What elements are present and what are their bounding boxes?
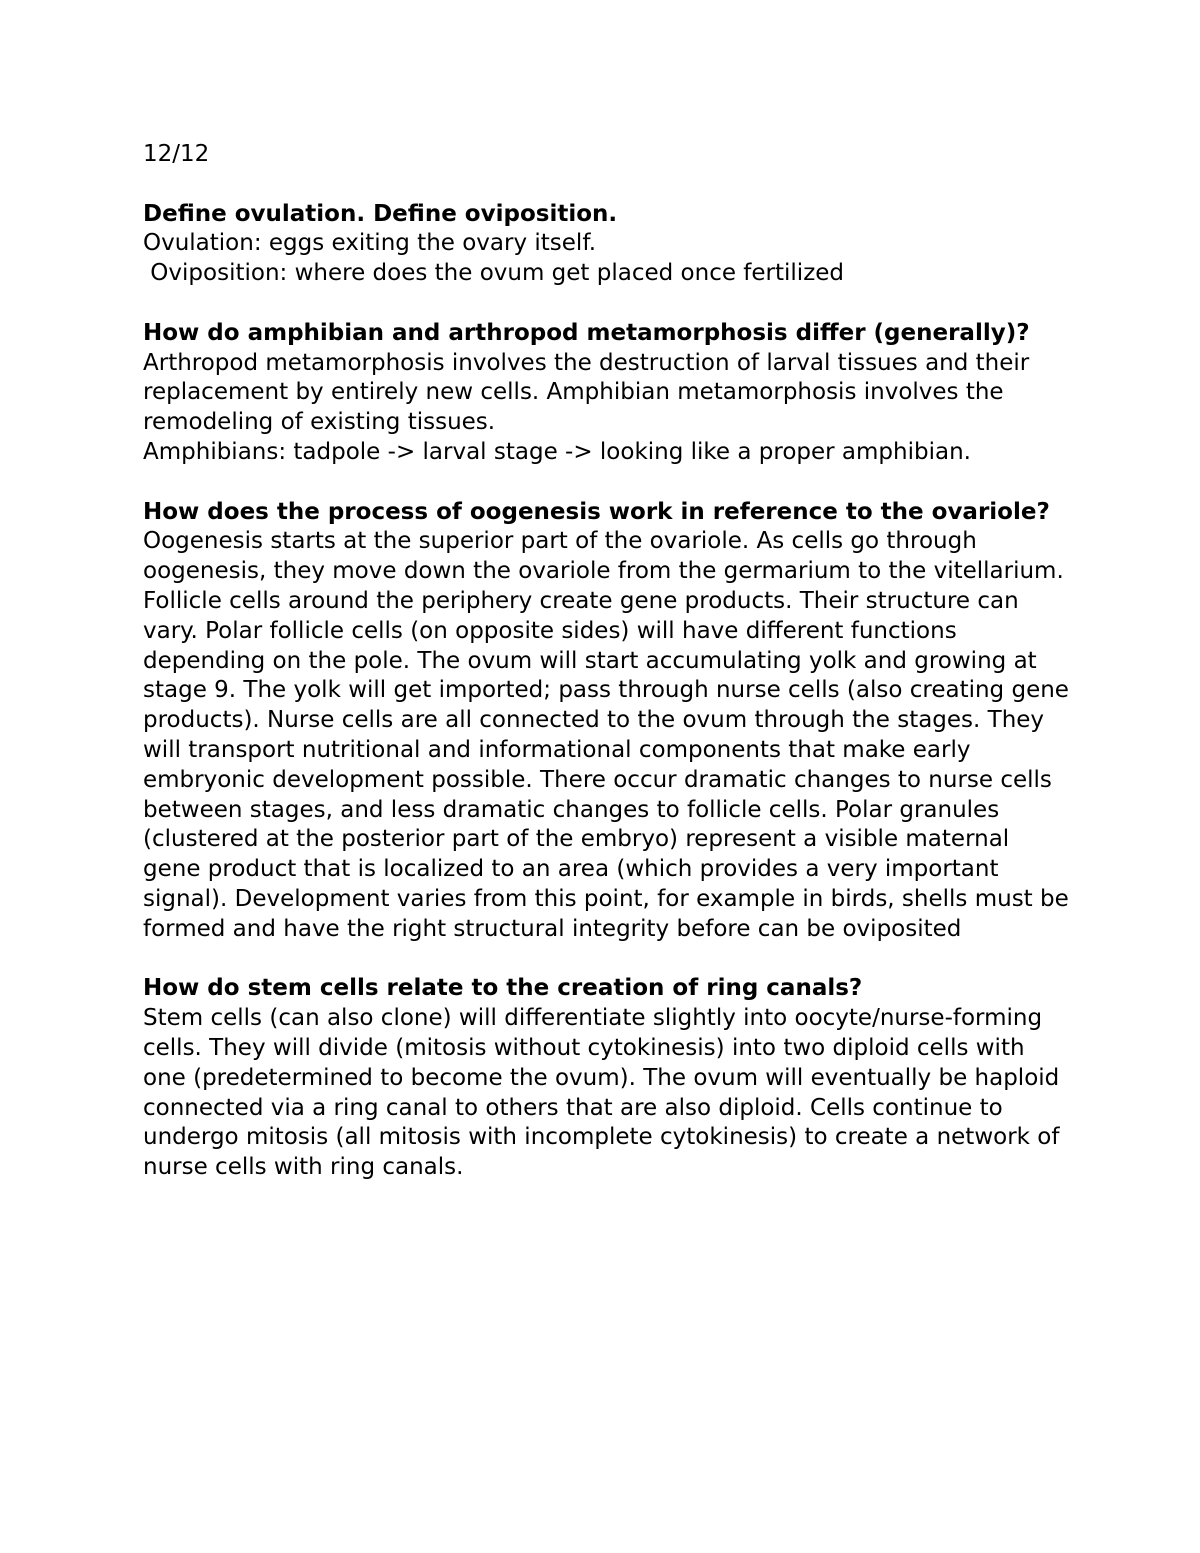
- question-heading: Define ovulation. Define oviposition.: [143, 200, 618, 227]
- qa-section-ring-canals: [143, 974, 1073, 1183]
- qa-section-ovulation: [143, 200, 1073, 289]
- qa-section-oogenesis: [143, 498, 1073, 945]
- answer-paragraph: Arthropod metamorphosis involves the destruction of larval tissues and their replacement by entirely new cells. Amphibian metamorphosis involves the remodeling of existing tissues.: [143, 349, 1030, 436]
- question-heading: How do stem cells relate to the creation of ring canals?: [143, 975, 863, 1002]
- document-page: [143, 140, 1073, 1213]
- answer-paragraph: Oviposition: where does the ovum get placed once fertilized: [143, 260, 845, 287]
- answer-paragraph: Ovulation: eggs exiting the ovary itself.: [143, 230, 597, 257]
- answer-paragraph: Stem cells (can also clone) will differentiate slightly into oocyte/nurse-forming cells. They will divide (mitosis without cytokinesis) into two diploid cells with one (predetermined to become the ovum). The ovum will eventually be haploid connected via a ring canal to others that are also diploid. Cells continue to undergo mitosis (all mitosis with incomplete cytokinesis) to create a network of nurse cells with ring canals.: [143, 1005, 1060, 1181]
- answer-paragraph: Oogenesis starts at the superior part of the ovariole. As cells go through oogenesis, they move down the ovariole from the germarium to the vitellarium. Follicle cells around the periphery create gene products. Their structure can vary. Polar follicle cells (on opposite sides) will have different functions depending on the pole. The ovum will start accumulating yolk and growing at stage 9. The yolk will get imported; pass through nurse cells (also creating gene products). Nurse cells are all connected to the ovum through the stages. They will transport nutritional and informational components that make early embryonic development possible. There occur dramatic changes to nurse cells between stages, and less dramatic changes to follicle cells. Polar granules (clustered at the posterior part of the embryo) represent a visible maternal gene product that is localized to an area (which provides a very important signal). Development varies from this point, for example in birds, shells must be formed and have the right structural integrity before can be oviposited: [143, 528, 1069, 942]
- document-date: 12/12: [143, 141, 210, 167]
- question-heading: How do amphibian and arthropod metamorphosis differ (generally)?: [143, 319, 1030, 346]
- qa-section-metamorphosis: [143, 319, 1073, 468]
- answer-paragraph: Amphibians: tadpole -> larval stage -> looking like a proper amphibian.: [143, 438, 971, 465]
- question-heading: How does the process of oogenesis work in reference to the ovariole?: [143, 498, 1050, 525]
